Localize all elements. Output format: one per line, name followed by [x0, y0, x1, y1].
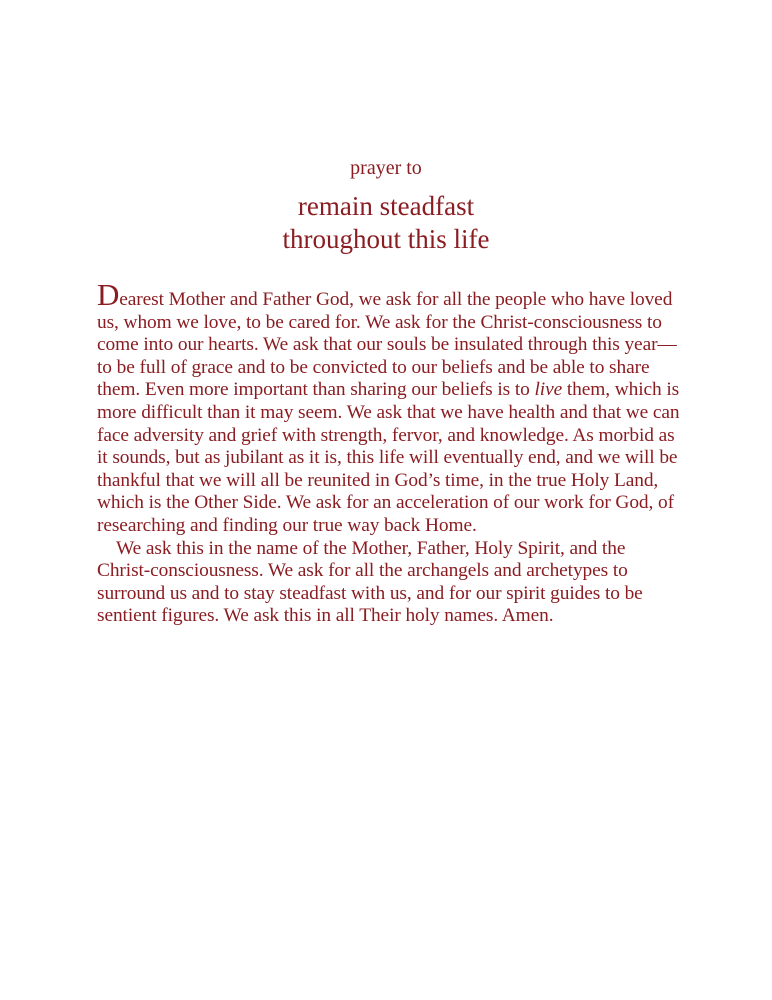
prayer-kicker: prayer to: [350, 157, 422, 179]
body-line: come into our hearts. We ask that our souls be insulated through this year—: [97, 334, 677, 356]
body-line: which is the Other Side. We ask for an acceleration of our work for God, of: [97, 492, 674, 514]
body-line-text: earest Mother and Father God, we ask for all the people who have loved: [119, 289, 673, 310]
body-line: thankful that we will all be reunited in God’s time, in the true Holy Land,: [97, 469, 659, 491]
body-line: us, whom we love, to be cared for. We ask for the Christ-consciousness to: [97, 311, 662, 333]
title-line-1: remain steadfast: [297, 191, 475, 221]
body-line-text: them. Even more important than sharing our beliefs is to: [97, 379, 535, 401]
emphasis-live: live: [534, 379, 563, 401]
body-line: more difficult than it may seem. We ask that we have health and that we can: [97, 401, 680, 423]
body-line: We ask this in the name of the Mother, Father, Holy Spirit, and the: [116, 537, 626, 559]
body-line: researching and finding our true way back Home.: [97, 514, 477, 536]
body-line: face adversity and grief with strength, fervor, and knowledge. As morbid as: [97, 424, 675, 446]
body-line: it sounds, but as jubilant as it is, this life will eventually end, and we will be: [97, 447, 678, 469]
drop-cap: D: [97, 277, 120, 312]
paragraph-2: [97, 538, 687, 628]
body-line: to be full of grace and to be convicted to our beliefs and be able to share: [97, 356, 650, 378]
paragraph-1: [97, 277, 687, 538]
prayer-title: [0, 190, 772, 256]
body-line: sentient figures. We ask this in all Their holy names. Amen.: [97, 605, 554, 627]
body-line: [97, 379, 687, 402]
body-line-text: them, which is: [562, 379, 680, 401]
prayer-body: [97, 277, 687, 628]
body-line: Christ-consciousness. We ask for all the archangels and archetypes to: [97, 560, 628, 582]
body-line: surround us and to stay steadfast with us, and for our spirit guides to be: [97, 582, 643, 604]
title-line-2: throughout this life: [282, 224, 490, 254]
body-line: [97, 277, 687, 312]
